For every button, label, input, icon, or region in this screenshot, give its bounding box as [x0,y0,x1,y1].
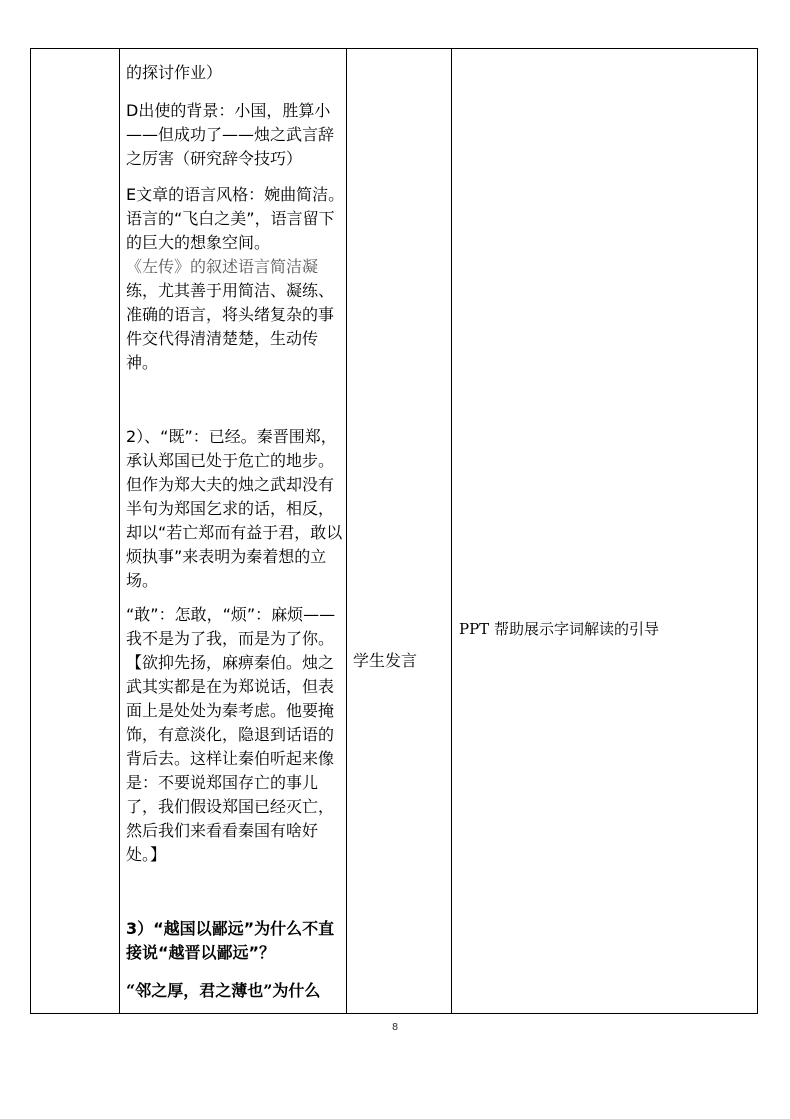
paragraph-zuozhuan: 《左传》的叙述语言简洁凝 [126,257,319,276]
paragraph-ji: 2）、“既”：已经。秦晋围郑，承认郑国已处于危亡的地步。但作为郑大夫的烛之武却没有半句为郑国乞求的话，相反，却以“若亡郑而有益于君，敢以烦执事”来表明为秦着想的立场。 [126,427,343,590]
paragraph-gan-fan: “敢”：怎敢，“烦”：麻烦——我不是为了我，而是为了你。【欲抑先扬，麻痹秦伯。烛之武其实都是在为郑说话，但表面上是处处为秦考虑。他要掩饰，有意淡化，隐退到话语的背后去。这样让秦伯听起来像是：不要说郑国存亡的事儿了，我们假设郑国已经灭亡，然后我们来看看秦国有啥好处。】 [126,605,336,864]
column-divider [119,49,120,1013]
page-number: 8 [391,1022,399,1033]
lesson-table [30,48,758,1014]
paragraph-homework: 的探讨作业） [126,63,223,82]
paragraph-background: D出使的背景：小国，胜算小——但成功了——烛之武言辞之厉害（研究辞令技巧） [126,101,335,168]
paragraph-style: E文章的语言风格：婉曲简洁。语言的“飞白之美”，语言留下的巨大的想象空间。 [126,185,345,252]
student-activity: 学生发言 [353,651,418,670]
ppt-guidance: PPT 帮助展示字词解读的引导 [459,620,659,638]
question-yueguo: 3）“越国以鄙远”为什么不直接说“越晋以鄙远”？ [126,919,335,962]
column-divider [451,49,452,1013]
question-linzhihou: “邻之厚，君之薄也”为什么 [126,981,321,1000]
paragraph-zuozhuan-cont: 练，尤其善于用简洁、凝练、准确的语言，将头绪复杂的事件交代得清清楚楚，生动传神。 [126,281,335,372]
